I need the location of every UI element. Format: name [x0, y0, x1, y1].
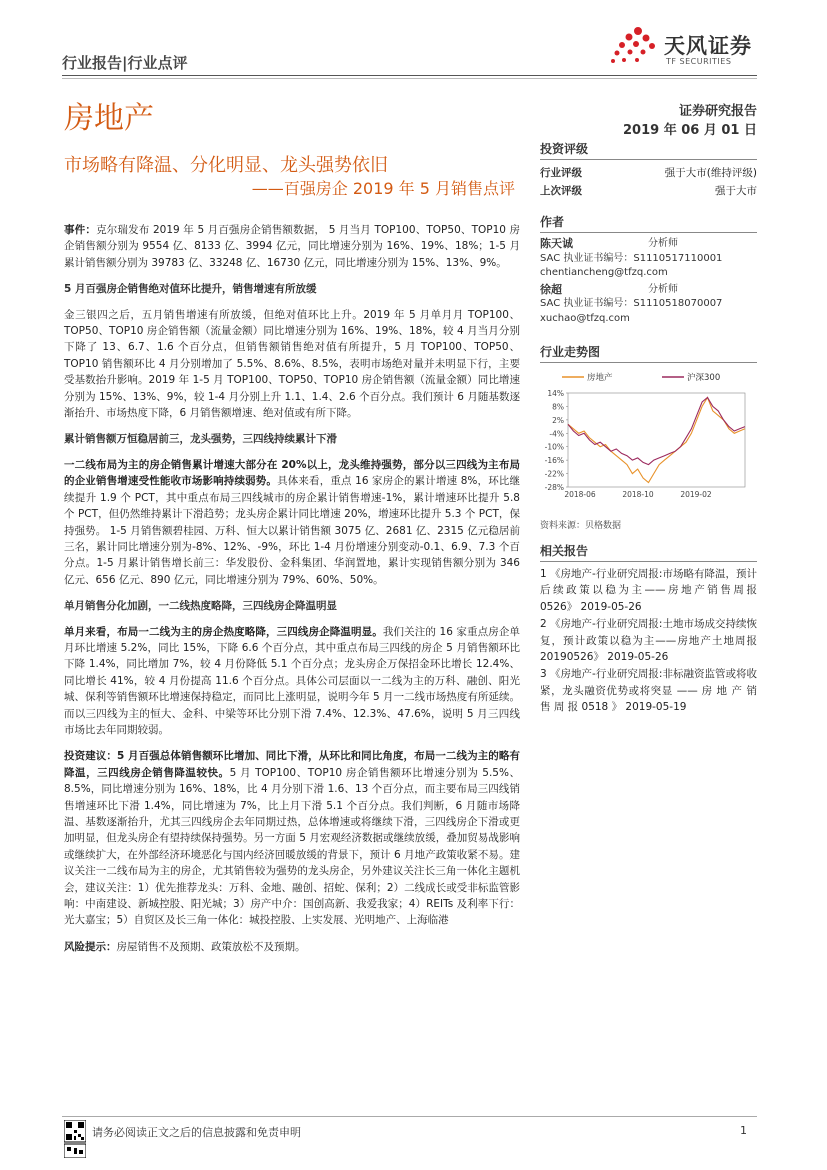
risk-text: 房屋销售不及预期、政策放松不及预期。	[116, 940, 306, 953]
rating-label: 行业评级	[540, 167, 582, 179]
analyst-email[interactable]: xuchao@tfzq.com	[540, 312, 630, 324]
legend-label: 房地产	[587, 373, 613, 383]
y-tick-label: 14%	[547, 389, 564, 398]
section-paragraph-3	[64, 624, 520, 739]
footer-disclaimer[interactable]: 请务必阅读正文之后的信息披露和免责申明	[92, 1126, 301, 1139]
section-text-2: 具体来看，重点 16 家房企的累计增速 8%，环比继续提升 1.9 个 PCT，其中重点布局三四线城市的房企累计销售增速-1%，累计增速环比提升 5.8 个 PCT，但仍然维持累计下滑趋势；龙头房企累计同比增速 20%，增速环比提升 5.3 个 PCT，保持强势。 1-5 月销售额碧桂园、万科、恒大以累计销售额 3075 亿、2681 亿、2315 亿元稳居前三名，累计同比增速分别为-8%、12%、-9%，环比 1-4 月份增速分别变动-0.1、6.9、7.3 个百分点。1-5 月累计销售增长前三：华发股份、金科集团、华润置地，累计实现销售额分别为 346 亿元、656 亿元、890 亿元，同比增速分别为 79%、60%、50%。	[64, 475, 521, 586]
event-label: 事件：	[64, 224, 97, 236]
event-paragraph	[64, 222, 520, 271]
logo-icon	[608, 24, 658, 68]
rating-heading: 投资评级	[540, 140, 757, 160]
related-block	[540, 542, 757, 717]
y-tick-label: -16%	[544, 456, 564, 466]
report-subtitle: ——百强房企 2019 年 5 月销售点评	[251, 179, 515, 198]
report-title: 市场略有降温、分化明显、龙头强势依旧	[64, 155, 388, 176]
author-block	[540, 213, 757, 326]
author-heading: 作者	[540, 213, 757, 233]
investment-bold: 投资建议：5 月百强总体销售额环比增加、同比下滑，从环比和同比角度，布局一二线为主的略有降温，三四线房企销售降温较快。	[64, 750, 520, 779]
plot-frame	[568, 393, 745, 487]
series-line-csi300	[568, 398, 745, 465]
analyst-name: 徐超	[540, 282, 562, 296]
analyst-name: 陈天诚	[540, 237, 573, 250]
section-bold-3: 单月来看，布局一二线为主的房企热度略降，三四线房企降温明显。	[64, 625, 383, 638]
prev-rating-value: 强于大市	[715, 185, 757, 197]
header-divider	[62, 75, 757, 76]
legend-label: 沪深300	[687, 373, 721, 383]
y-tick-label: -4%	[549, 429, 564, 439]
y-tick-label: -28%	[544, 483, 564, 492]
related-item[interactable]: 1 《房地产-行业研究周报:市场略有降温，预计后续政策以稳为主——房地产销售周报 0526》 2019-05-26	[540, 568, 757, 613]
section-paragraph-2	[64, 457, 520, 588]
section-text-1: 金三银四之后，五月销售增速有所放缓，但绝对值环比上升。2019 年 5 月单月月 TOP100、TOP50、TOP10 房企销售额（流量金额）同比增速分别为 16%、19%、18%，较 4 月当月分别下降了 13、6.7、1.6 个百分点，但销售额销售绝对值有所提升，5 月 TOP100、TOP50、TOP10 销售额环比 4 月分别增加了 5.5%、8.6%、8.5%，表明市场绝对量并未明显下行，主要受基数抬升影响。2019 年 1-5 月 TOP100、TOP50、TOP10 房企销售额（流量金额）同比增速分别为 15%、13%、9%，较 1-4 月分别上升 1.1、1.4、2.6 个百分点。我们预计 6 月随基数逐渐抬升、市场热度下降，6 月销售额增速、绝对值或有所下降。	[64, 308, 520, 420]
analyst-1	[540, 237, 757, 281]
investment-paragraph	[64, 748, 520, 928]
x-tick-label: 2019-02	[680, 490, 712, 499]
report-type: 证券研究报告	[678, 104, 757, 119]
analyst-cert: SAC 执业证书编号：S1110518070007	[540, 298, 723, 309]
report-date: 2019 年 06 月 01 日	[623, 123, 757, 138]
prev-rating-row	[540, 182, 757, 200]
qr-code-icon	[64, 1120, 86, 1158]
sector-title: 房地产	[64, 101, 154, 136]
trend-chart	[540, 365, 757, 515]
chart-source: 资料来源：贝格数据	[540, 521, 622, 531]
y-tick-label: 2%	[552, 415, 564, 425]
related-heading: 相关报告	[540, 542, 757, 562]
y-tick-label: 8%	[552, 402, 564, 412]
y-tick-label: -10%	[544, 442, 564, 452]
section-heading-2: 累计销售额万恒稳居前三，龙头强势，三四线持续累计下滑	[64, 433, 337, 446]
analyst-email[interactable]: chentiancheng@tfzq.com	[540, 267, 668, 278]
brand-name: 天风证券	[664, 34, 752, 58]
main-body	[64, 222, 520, 965]
analyst-2	[540, 283, 757, 327]
investment-text: 5 月 TOP100、TOP10 房企销售额环比增速分别为 5.5%、8.5%，同比增速分别为 16%、18%，比 4 月分别下滑 1.6、13 个百分点，而主要布局三四线销售增速环比下滑 1.4%，同比增速为 7%，比上月下滑 5.1 个百分点。我们判断，6 月随市场降温、基数逐渐抬升，尤其三四线房企去年同期过热，总体增速或将继续下滑，三四线房企下滑或更加明显，但龙头房企有望持续保持强势。另一方面 5 月宏观经济数据或继续放缓，叠加贸易战影响或继续扩大，在外部经济环境恶化与国内经济回暖放缓的背景下，预计 6 月地产政策收紧不易。建议关注一二线布局为主的房企，尤其销售较为强势的龙头房企，另外建议关注长三角一体化主题机会，建议关注：1）优先推荐龙头：万科、金地、融创、招蛇、保利；2）二线成长或受非标监管影响：中南建设、新城控股、阳光城；3）房产中介：国创高新、我爱我家；4）REITs 及利率下行：光大嘉宝；5）自贸区及长三角一体化：城投控股、上实发展、光明地产、上海临港	[64, 766, 520, 927]
section-heading-1: 5 月百强房企销售绝对值环比提升，销售增速有所放缓	[64, 283, 317, 296]
related-item[interactable]: 3 《房地产-行业研究周报:非标融资监管或将收紧，龙头融资优势或将突显 —— 房 地 产 销 售 周 报 0518 》 2019-05-19	[540, 668, 757, 714]
x-tick-label: 2018-06	[564, 490, 596, 499]
section-heading-3: 单月销售分化加剧，一二线热度略降，三四线房企降温明显	[64, 600, 337, 613]
prev-rating-label: 上次评级	[540, 185, 582, 197]
section-text-3: 我们关注的 16 家重点房企单月环比增速 5.2%，同比 15%，下降 6.6 个百分点，其中重点布局三四线的房企 5 月销售额环比下降 1.4%，同比增加 7%，较 4 月份降低 5.1 个百分点；龙头房企万保招金环比增长 12.4%、同比增长 41%，较 4 月份提高 11.6 个百分点。具体公司层面以一二线为主的万科、融创、阳光城、保利等销售额环比增速保持稳定，而同比上涨明显，说明今年 5 月一二线市场热度有所延续。而以三四线为主的恒大、金科、中梁等环比分别下滑 7.4%、12.3%、47.6%，说明 5 月三四线市场比去年同期较弱。	[64, 625, 521, 736]
series-line-real-estate	[568, 398, 745, 483]
related-item[interactable]: 2 《房地产-行业研究周报:土地市场成交持续恢复，预计政策以稳为主——房地产土地周报 20190526》 2019-05-26	[540, 618, 757, 664]
section-bold-2: 一二线布局为主的房企销售累计增速大部分在 20%以上，龙头维持强势，部分以三四线为主布局的企业销售增速受性能收市场影响持续弱势。	[64, 458, 520, 488]
rating-value: 强于大市(维持评级)	[664, 167, 757, 179]
brand-name-en: TF SECURITIES	[666, 57, 732, 66]
header-divider-thin	[62, 78, 757, 79]
footer-divider	[62, 1116, 757, 1117]
risk-label: 风险提示：	[64, 940, 117, 953]
risk-paragraph	[64, 939, 520, 955]
event-text: 克尔瑞发布 2019 年 5 月百强房企销售额数据， 5 月当月 TOP100、TOP50、TOP10 房企销售额分别为 9554 亿、8133 亿、3994 亿元，同比增速分别为 16%、19%、18%；1-5 月累计销售额分别为 39783 亿、33248 亿、16730 亿元，同比增速分别为 15%、13%、9%。	[64, 224, 521, 269]
related-list	[540, 566, 757, 716]
analyst-cert: SAC 执业证书编号：S1110517110001	[540, 252, 723, 264]
analyst-title: 分析师	[648, 283, 678, 295]
trend-heading-block	[540, 343, 757, 367]
y-tick-label: -22%	[544, 469, 564, 479]
page-number: 1	[740, 1124, 747, 1137]
trend-heading: 行业走势图	[540, 343, 757, 363]
analyst-title: 分析师	[648, 238, 678, 249]
x-tick-label: 2018-10	[622, 490, 654, 499]
rating-row	[540, 164, 757, 182]
rating-block	[540, 140, 757, 200]
report-category: 行业报告|行业点评	[62, 54, 188, 72]
